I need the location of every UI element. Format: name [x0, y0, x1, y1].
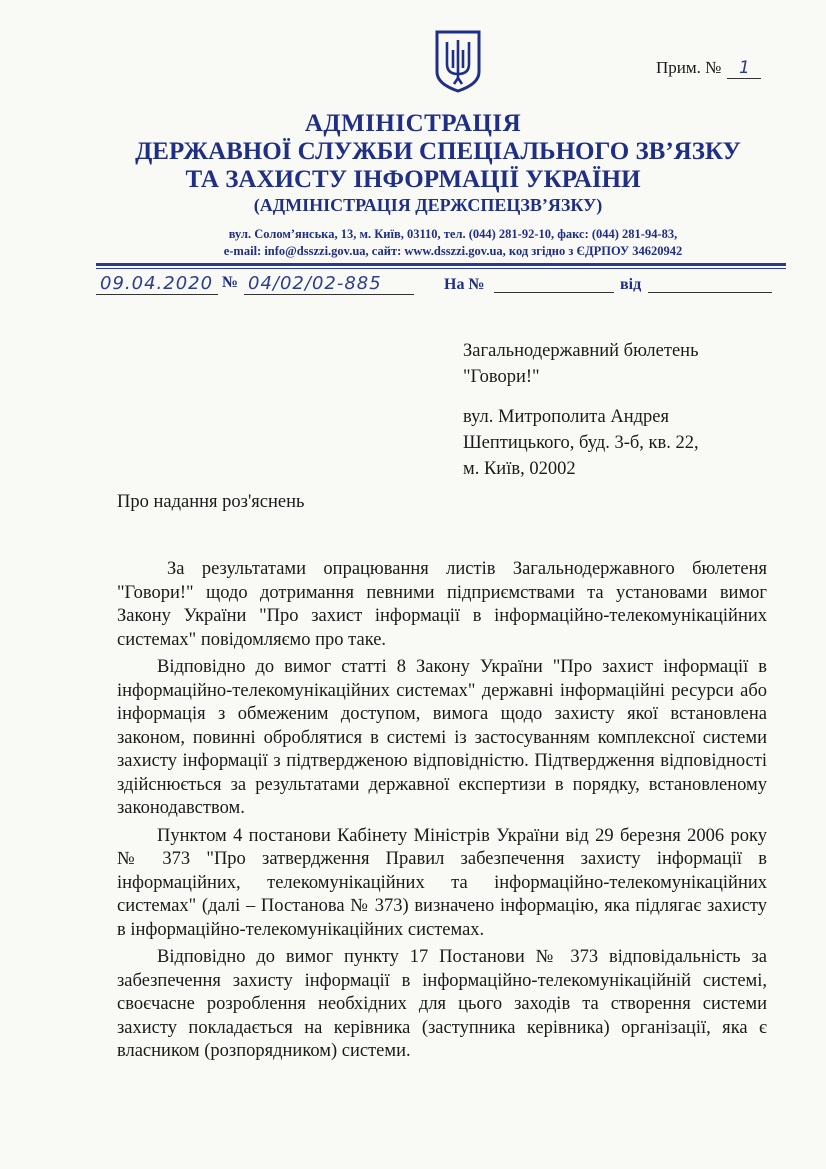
letterhead-divider-thin	[96, 268, 786, 269]
reply-to-label: На №	[444, 276, 485, 293]
reply-date-label: від	[620, 276, 642, 293]
org-name-line3: ТА ЗАХИСТУ ІНФОРМАЦІЇ УКРАЇНИ	[185, 166, 641, 193]
attachment-label: Прим. №	[656, 58, 722, 77]
body-paragraph: Відповідно до вимог статті 8 Закону України "Про захист інформації в інформаційно-телекомунікаційних системах" державні інформаційні ресурси або інформація з обмеженим доступом, вимога щодо захисту якої встановлена законом, повинні оброблятися в системі із застосуванням комплексної системи захисту інформації з підтвердженою відповідністю. Підтвердження відповідності здійснюється за результатами державної експертизи в порядку, встановленому законодавством.	[117, 657, 767, 818]
org-name-line1: АДМІНІСТРАЦІЯ	[304, 110, 522, 137]
registration-number-underline	[244, 294, 414, 295]
org-name-line2: ДЕРЖАВНОЇ СЛУЖБИ СПЕЦІАЛЬНОГО ЗВ’ЯЗКУ	[135, 138, 741, 165]
org-contact-line2: e-mail: info@dsszzi.gov.ua, сайт: www.dsszzi.gov.ua, код згідно з ЄДРПОУ 34620942	[223, 244, 683, 258]
registration-date: 09.04.2020	[100, 273, 214, 294]
body-paragraph: Відповідно до вимог пункту 17 Постанови № 373 відповідальність за забезпечення захисту інформації в інформаційно-телекомунікаційній системі, своєчасне розроблення необхідних для цього заходів та створення системи захисту покладається на керівника (заступника керівника) організації, яка є власником (розпорядником) системи.	[117, 947, 767, 1061]
recipient-block	[463, 338, 783, 482]
body-paragraph: За результатами опрацювання листів Загальнодержавного бюлетеня "Говори!" щодо дотримання певними підприємствами та установами вимог Закону України "Про захист інформації в інформаційно-телекомунікаційних системах" повідомляємо про таке.	[117, 559, 767, 650]
recipient-address-line2: Шептицького, буд. 3-б, кв. 22,	[463, 433, 699, 453]
trident-emblem-icon	[433, 28, 483, 94]
registration-number: 04/02/02-885	[248, 273, 382, 294]
attachment-number: 1	[727, 58, 761, 79]
recipient-address-line3: м. Київ, 02002	[463, 459, 576, 479]
letter-body	[117, 558, 767, 1068]
recipient-name-line1: Загальнодержавний бюлетень	[463, 341, 699, 361]
org-short-name: (АДМІНІСТРАЦІЯ ДЕРЖСПЕЦЗВ’ЯЗКУ)	[253, 195, 603, 215]
recipient-name-line2: "Говори!"	[463, 367, 540, 387]
letterhead-divider	[96, 263, 786, 266]
letter-subject: Про надання роз'яснень	[117, 492, 305, 512]
reply-date-blank	[648, 292, 772, 293]
registration-number-label: №	[222, 274, 239, 291]
org-contact-line1: вул. Солом’янська, 13, м. Київ, 03110, тел. (044) 281-92-10, факс: (044) 281-94-83,	[228, 227, 678, 241]
body-paragraph: Пунктом 4 постанови Кабінету Міністрів України від 29 березня 2006 року № 373 "Про затвердження Правил забезпечення захисту інформації в інформаційних, телекомунікаційних та інформаційно-телекомунікаційних системах" (далі – Постанова № 373) визначено інформацію, яка підлягає захисту в інформаційно-телекомунікаційних системах.	[117, 825, 767, 940]
registration-date-underline	[96, 294, 218, 295]
attachment-mark	[656, 58, 761, 79]
reply-to-blank	[494, 292, 614, 293]
recipient-address-line1: вул. Митрополита Андрея	[463, 407, 670, 427]
